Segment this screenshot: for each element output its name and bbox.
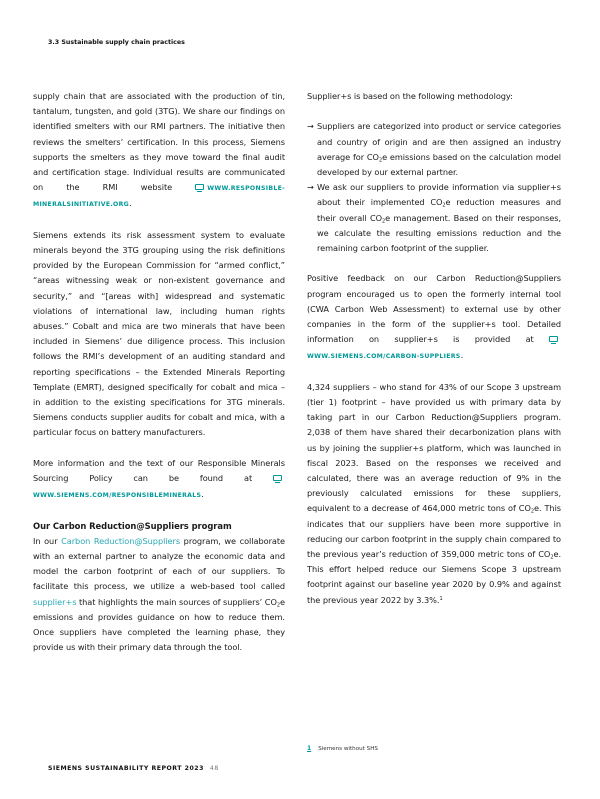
- responsible-minerals-link[interactable]: WWW.SIEMENS.COM/RESPONSIBLEMINERALS: [33, 476, 285, 499]
- right-column: [307, 89, 561, 608]
- footnote-ref[interactable]: 1: [439, 595, 443, 602]
- carbon-reduction-link[interactable]: Carbon Reduction@Suppliers: [61, 535, 181, 546]
- paragraph-minerals-policy: More information and the text of our Responsible Minerals Sourcing Policy can be found at WWW.SIEMENS.COM/RESPONSIBLEMINERALS.: [33, 457, 285, 500]
- methodology-list: [307, 119, 561, 256]
- page-footer: [48, 765, 219, 772]
- report-title: SIEMENS SUSTAINABILITY REPORT 2023: [48, 765, 204, 772]
- arrow-right-icon: →: [307, 182, 314, 193]
- paragraph-supplier-results: 4,324 suppliers – who stand for 43% of our Scope 3 upstream (tier 1) footprint – have provided us with primary data by taking part in our Carbon Reduction@Suppliers program. 2,038 of them have shared their decarbonization plans with us by joining the supplier+s platform, which was launched in fiscal 2023. Based on the responses we received and calculated, there was an average reduction of 9% in the previously calculated emissions for these suppliers, equivalent to a decrease of 464,000 metric tons of $CO_2e$. This indicates that our suppliers have been more supportive in reducing our carbon footprint in the supply chain compared to the previous year’s reduction of 359,000 metric tons of $CO_2e$. This effort helped reduce our Siemens Scope 3 upstream footprint against our baseline year 2020 by 0.9% and against the previous year 2022 by 3.3%.$^1$: [307, 381, 562, 605]
- footnote-number[interactable]: 1: [307, 745, 312, 752]
- left-column: [33, 89, 285, 655]
- arrow-right-icon: →: [307, 121, 314, 132]
- monitor-icon: [549, 336, 558, 342]
- methodology-intro: Supplier+s is based on the following methodology:: [307, 91, 513, 101]
- rmi-website-link[interactable]: WWW.RESPONSIBLE-MINERALSINITIATIVE.ORG: [33, 185, 285, 209]
- paragraph-risk-assessment: Siemens extends its risk assessment system to evaluate minerals beyond the 3TG grouping using the risk definitions provided by the European Commission for “armed conflict,” “areas witnessing weak or non-existent governance and security,” and “[areas with] widespread and systematic violations of international law, including human rights abuses.” Cobalt and mica are two minerals that have been included in Siemens’ due diligence process. This inclusion follows the RMI’s development of an auditing standard and reporting specifications – the Extended Minerals Reporting Template (EMRT), designed specifically for cobalt and mica – in addition to the existing specifications for 3TG minerals. Siemens conducts supplier audits for cobalt and mica, with a particular focus on battery manufacturers.: [33, 229, 285, 438]
- page-number: 48: [209, 765, 219, 772]
- paragraph-positive-feedback: Positive feedback on our Carbon Reduction@Suppliers program encouraged us to open the formerly internal tool (CWA Carbon Web Assessment) to external use by other companies in the form of the supplier+s tool. Detailed information on supplier+s is provided at WWW.SIEMENS.COM/CARBON-SUPPLIERS.: [307, 273, 561, 361]
- supplier-plus-link[interactable]: supplier+s: [33, 596, 77, 607]
- list-item: → We ask our suppliers to provide information via supplier+s about their implemented $CO_2e$ reduction measures and their overall $CO_2e$ management. Based on their responses, we calculate the resulting emissions reduction and the remaining carbon footprint of the supplier.: [307, 182, 561, 254]
- monitor-icon: [195, 184, 204, 190]
- footnote: [307, 745, 378, 752]
- paragraph-rmi: supply chain that are associated with the production of tin, tantalum, tungsten, and gold (3TG). We share our findings on identified smelters with our RMI partners. The initiative then reviews the smelters’ certification. In this process, Siemens supports the smelters as they move toward the final audit and certification stage. Individual results are communicated on the RMI website WWW.RESPONSIBLE-MINERALSINITIATIVE.ORG.: [33, 91, 285, 209]
- paragraph-carbon-program: In our Carbon Reduction@Suppliers program, we collaborate with an external partner to analyze the economic data and model the carbon footprint of each of our suppliers. To facilitate this process, we utilize a web-based tool called supplier+s that highlights the main sources of suppliers’ $CO_2e$ emissions and provides guidance on how to reduce them. Once suppliers have completed the learning phase, they provide us with their primary data through the tool.: [33, 535, 286, 653]
- footnote-text: Siemens without SHS: [318, 746, 378, 752]
- section-heading-carbon-program: Our Carbon Reduction@Suppliers program: [33, 520, 232, 531]
- carbon-suppliers-link[interactable]: WWW.SIEMENS.COM/CARBON-SUPPLIERS: [307, 337, 561, 360]
- section-title: 3.3 Sustainable supply chain practices: [48, 39, 185, 46]
- list-item: → Suppliers are categorized into product or service categories and country of origin and are then assigned an industry average for $CO_2e$ emissions based on the calculation model developed by our external partner.: [307, 121, 561, 177]
- monitor-icon: [273, 475, 282, 481]
